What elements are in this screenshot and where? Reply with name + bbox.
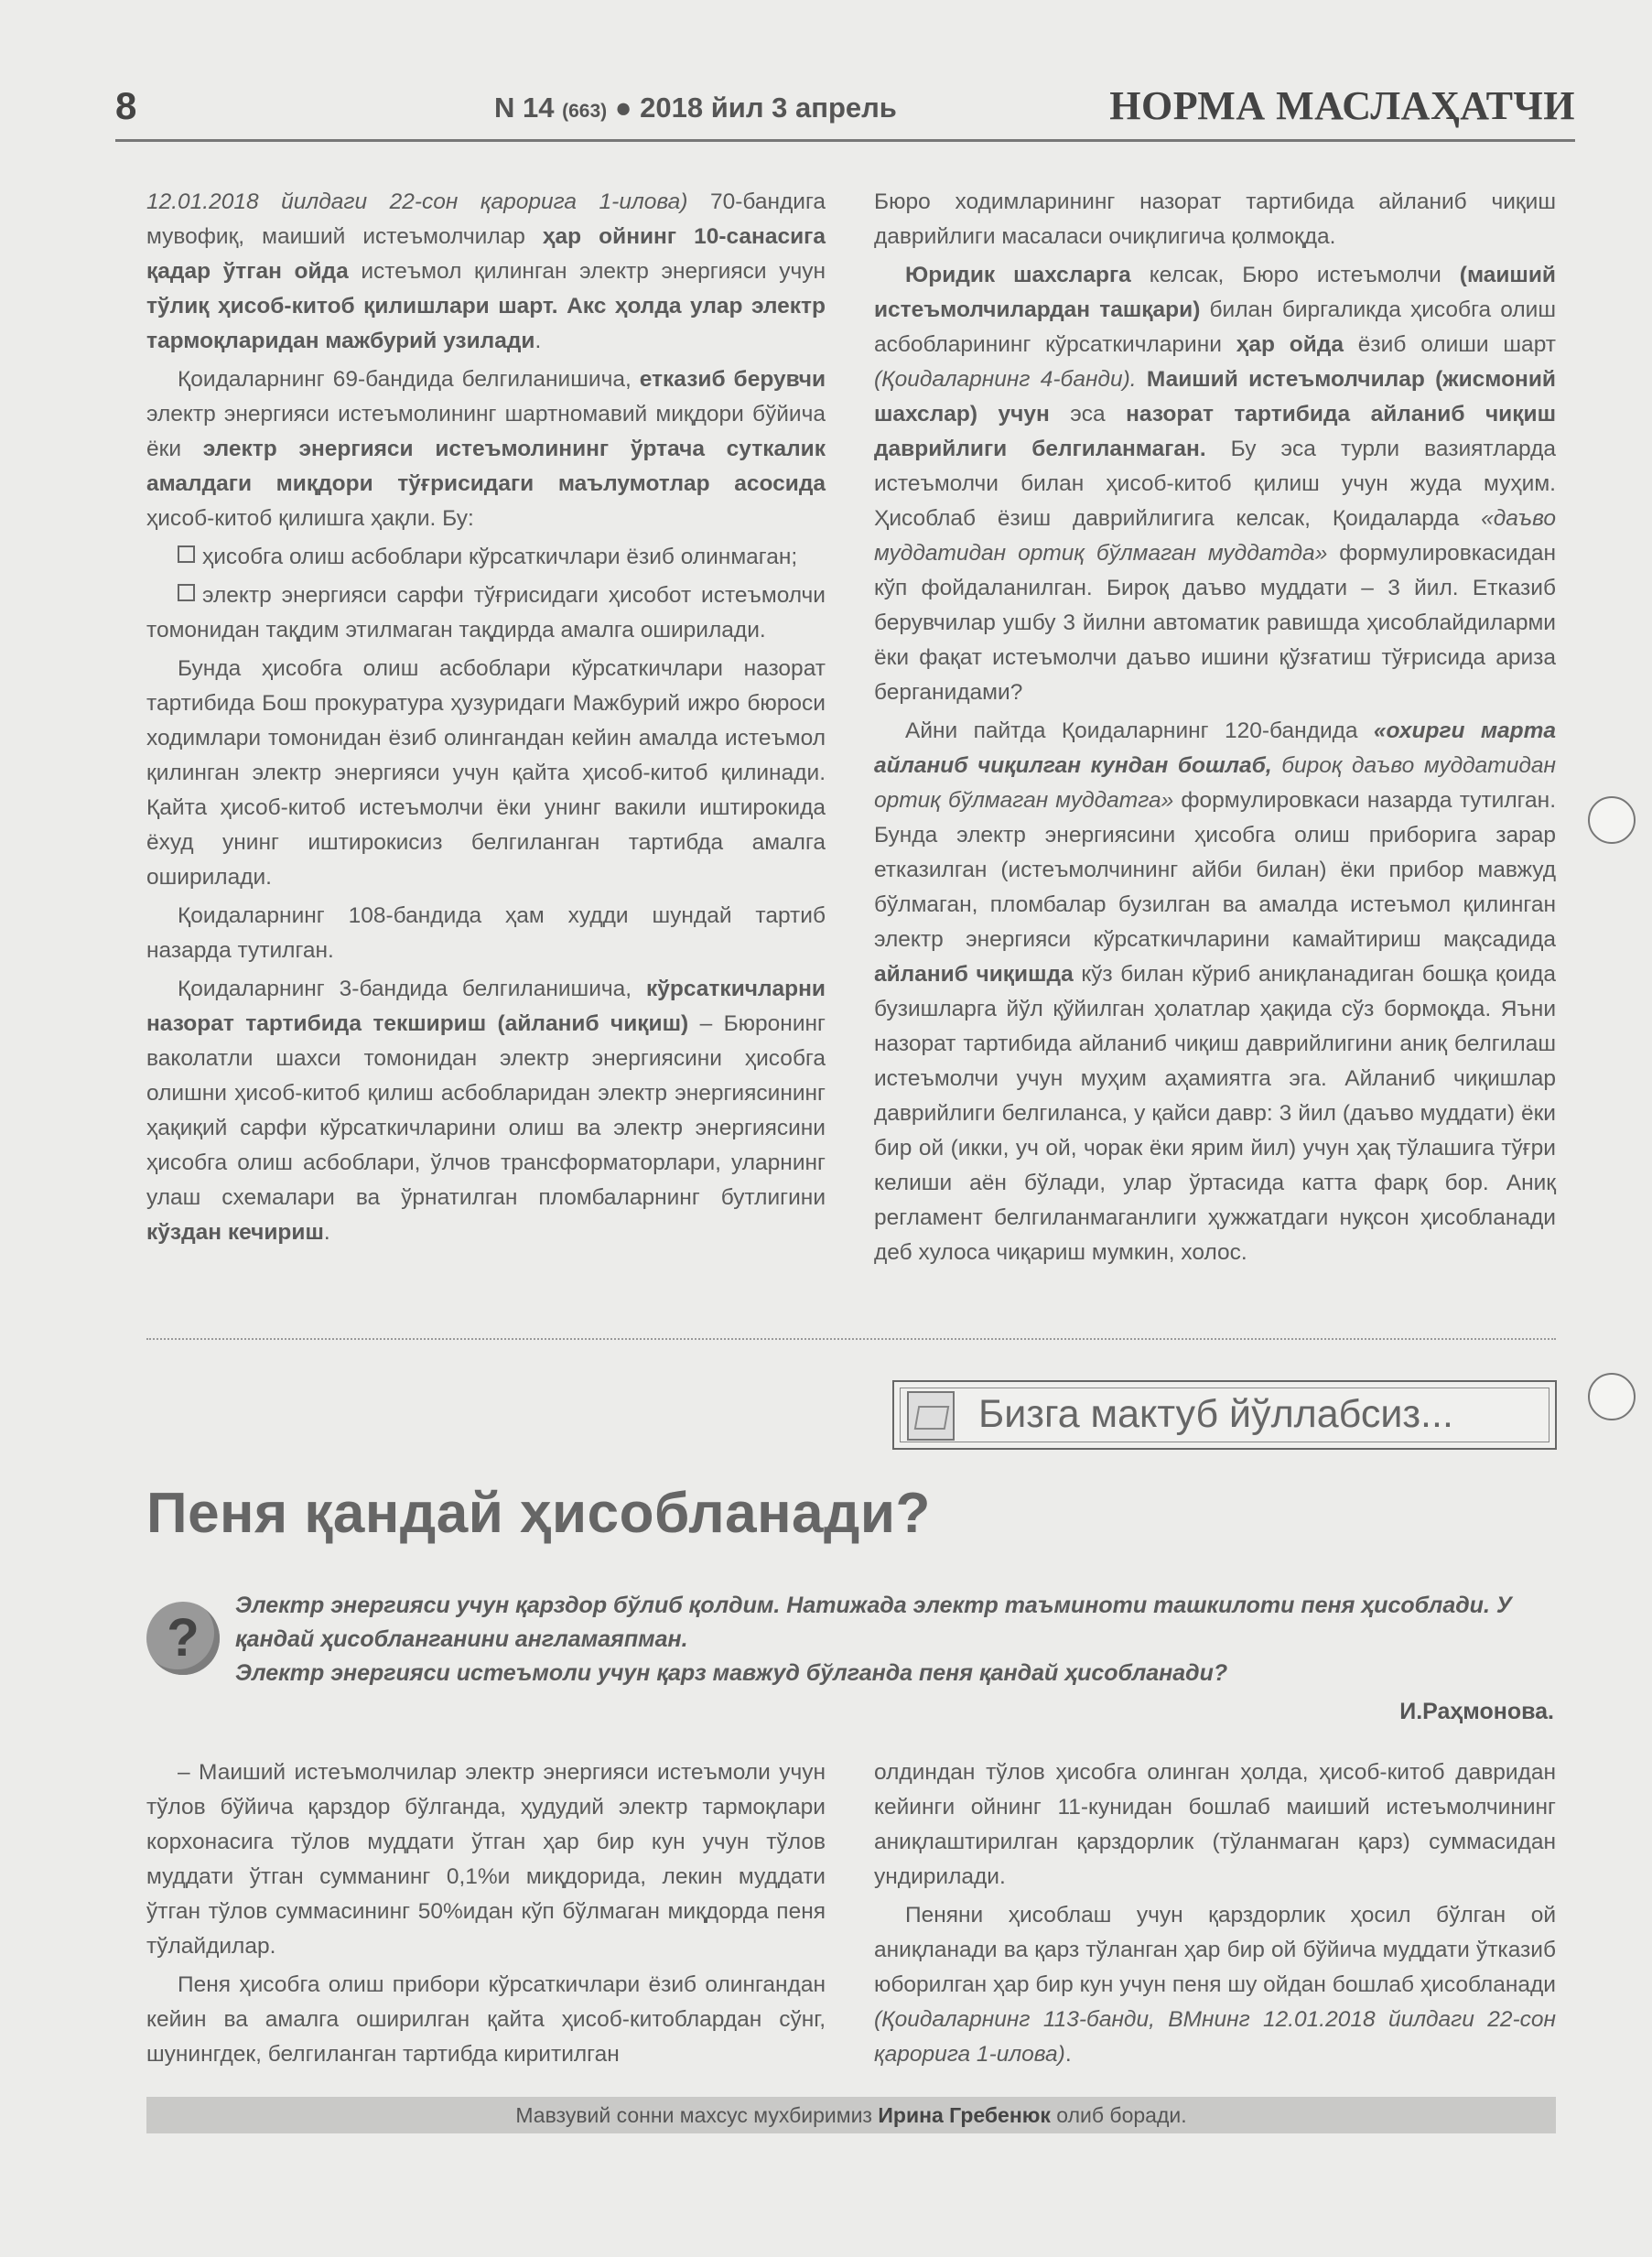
- bullet-item: [146, 578, 826, 648]
- footer-text: олиб боради.: [1050, 2103, 1187, 2127]
- text: келсак, Бюро истеъмолчи: [1130, 263, 1460, 287]
- text: Бу эса турли вазиятларда истеъмолчи билан ҳисоб-китоб қилиш учун жуда муҳим. Ҳисоблаб ёзиш даврийлигига келсак, Қоидаларда: [874, 437, 1556, 531]
- bullet-item: [146, 540, 826, 575]
- italic-ref: 12.01.2018 йилдаги 22-сон қарорига 1-илова): [146, 189, 688, 214]
- issue-date: 2018 йил 3 апрель: [640, 92, 897, 124]
- text: электр энергияси истеъмолининг шартномавий миқдори бўйича ёки: [146, 402, 826, 461]
- punch-hole: [1588, 796, 1636, 844]
- footer-text: Мавзувий сонни махсус мухбиримиз: [515, 2103, 879, 2127]
- italic-quote: «даъво муддатидан ортиқ бўлмаган муддатда»: [874, 506, 1556, 566]
- text: формулировкасидан кўп фойдаланилган. Бироқ даъво муддати – 3 йил. Етказиб берувчилар ушбу 3 йилни автоматик равишда ҳисоблайдиларми ёки фақат истеъмолчи даъво ишини қўзғатиш тўғрисида ариза берганидами?: [874, 541, 1556, 705]
- newspaper-name: НОРМА МАСЛАҲАТЧИ: [1109, 83, 1575, 128]
- bold-text: етказиб берувчи: [639, 367, 826, 392]
- bold-text: Маиший истеъмолчилар (жисмоний шахслар) учун: [874, 367, 1556, 427]
- text: Қоидаларнинг 69-бандида белгиланишича,: [178, 367, 640, 392]
- bold-text: ҳар ойнинг 10-санасига қадар ўтган ойда: [146, 224, 826, 284]
- article-title: Пеня қандай ҳисобланади?: [146, 1482, 931, 1545]
- text: ҳисобга олиш асбоблари кўрсаткичлари ёзиб олинмаган;: [202, 545, 798, 569]
- paragraph: Бюро ходимларининг назорат тартибида айланиб чиқиш даврийлиги масаласи очиқлигича қолмоқда.: [874, 189, 1556, 249]
- text: Айни пайтда Қоидаларнинг 120-бандида: [905, 718, 1374, 743]
- bold-text: (маиший истеъмолчилардан ташқари): [874, 263, 1556, 322]
- text: ҳисоб-китоб қилишга ҳақли. Бу:: [146, 506, 474, 531]
- text: кўз билан кўриб аниқланадиган бошқа қоида бузишларга йўл қўйилган ҳолатлар ҳақида сўз бормоқда. Яъни назорат тартибида айланиб чиқиш даврийлигини аниқ белгилаш истеъмолчи учун муҳим аҳамиятга эга. Айланиб чиқишлар даврийлиги белгиланса, у қайси давр: 3 йил (даъво муддати) ёки бир ой (икки, уч ой, чорак ёки ярим йил) учун ҳақ тўлашига тўғри келиши аён бўлади, улар ўртасида катта фарқ бор. Аниқ регламент белгиланмаганлиги ҳужжатдаги нуқсон ҳисобланади деб хулоса чиқариш мумкин, холос.: [874, 962, 1556, 1265]
- text: .: [323, 1220, 330, 1245]
- text: электр энергияси сарфи тўғрисидаги ҳисобот истеъмолчи томонидан тақдим этилмаган тақдирда амалга оширилади.: [146, 583, 826, 643]
- bold-text: электр энергияси истеъмолининг ўртача суткалик амалдаги миқдори тўғрисидаги маълумотлар асосида: [146, 437, 826, 496]
- column-left-bottom: [146, 1755, 826, 2076]
- issue-info: [494, 92, 897, 124]
- text: – Бюронинг ваколатли шахси томонидан электр энергиясини ҳисобга олишни ҳисоб-китоб қилиш асбобларидан электр энергиясининг ҳақиқий сарфи кўрсаткичларини олиш ва электр энергиясини ҳисобга олиш асбоблари, ўлчов трансформаторлари, уларнинг улаш схемалари ва ўрнатилган пломбаларнинг бутлигини: [146, 1011, 826, 1210]
- bold-text: тўлиқ ҳисоб-китоб қилишлари шарт. Акс ҳолда улар электр тармоқларидан мажбурий узилади: [146, 294, 826, 353]
- paragraph: – Маиший истеъмолчилар электр энергияси истеъмоли учун тўлов бўйича қарздор бўлганда, ҳудудий электр тармоқлари корхонасига тўлов муддати ўтган ҳар бир кун учун тўлов муддати ўтган сумманинг 0,1%и миқдорида, лекин муддати ўтган тўлов суммасининг 50%идан кўп бўлмаган миқдорда пеня тўлайдилар.: [146, 1760, 826, 1959]
- italic-ref: (Қоидаларнинг 4-банди).: [874, 367, 1137, 392]
- paragraph: Қоидаларнинг 108-бандида ҳам худди шундай тартиб назарда тутилган.: [146, 903, 826, 963]
- text: .: [534, 329, 542, 353]
- italic-ref: (Қоидаларнинг 113-банди, ВМнинг 12.01.2018 йилдаги 22-сон қарорига 1-илова): [874, 2007, 1556, 2067]
- section-divider: [146, 1338, 1556, 1340]
- paragraph: Пеня ҳисобга олиш прибори кўрсаткичлари ёзиб олингандан кейин ва амалга оширилган қайта ҳисоб-китоблардан сўнг, шунингдек, белгиланган тартибда киритилган: [146, 1972, 826, 2067]
- bold-text: назорат тартибида айланиб чиқиш даврийлиги белгиланмаган.: [874, 402, 1556, 461]
- issue-prefix: N 14: [494, 92, 555, 124]
- italic-quote: бироқ даъво муддатидан ортиқ бўлмаган муддатга»: [874, 753, 1556, 813]
- bold-italic-quote: «охирги марта айланиб чиқилган кундан бошлаб,: [874, 718, 1556, 778]
- letter-section-text: Бизга мактуб йўллабсиз...: [978, 1392, 1453, 1436]
- text: .: [1064, 2042, 1072, 2067]
- reader-question: [235, 1589, 1556, 1690]
- page-number: 8: [115, 84, 137, 127]
- question-text: Электр энергияси истеъмоли учун қарз мавжуд бўлганда пеня қандай ҳисобланади?: [235, 1660, 1228, 1686]
- paragraph: [146, 185, 826, 359]
- footer-author-name: Ирина Гребенюк: [878, 2103, 1051, 2127]
- paragraph: [146, 972, 826, 1250]
- bold-text: кўрсаткичларни назорат тартибида текшириш (айланиб чиқиш): [146, 977, 826, 1036]
- column-right-top: [874, 185, 1556, 1274]
- bold-text: Юридик шахсларга: [905, 263, 1131, 287]
- paragraph: [146, 362, 826, 536]
- text: билан биргаликда ҳисобга олиш асбобларининг кўрсаткичларини: [874, 297, 1556, 357]
- text: Пеняни ҳисоблаш учун қарздорлик ҳосил бўлган ой аниқланади ва қарз тўланган ҳар бир ой бўйича муддати ўтказиб юборилган ҳар бир кун учун пеня шу ойдан бошлаб ҳисобланади: [874, 1903, 1556, 1997]
- column-right-bottom: [874, 1755, 1556, 2076]
- bold-text: кўздан кечириш: [146, 1220, 324, 1245]
- question-text: Электр энергияси учун қарздор бўлиб қолдим. Натижада электр таъминоти ташкилоти пеня ҳисоблади. У қандай ҳисобланганини англамаяпман.: [235, 1593, 1512, 1652]
- bold-text: ҳар ойда: [1236, 332, 1344, 357]
- envelope-icon: [907, 1391, 955, 1441]
- bold-text: айланиб чиқишда: [874, 962, 1074, 987]
- question-author: И.Раҳмонова.: [1399, 1699, 1554, 1724]
- paragraph: [874, 1898, 1556, 2072]
- text: формулировкаси назарда тутилган. Бунда электр энергиясини ҳисобга олиш приборига зарар етказилган (истеъмолчининг айби билан) ёки прибор мавжуд бўлмаган, пломбалар бузилган ва амалда истеъмол қилинган электр энергияси кўрсаткичларини камайтириш мақсадида: [874, 788, 1557, 952]
- paragraph: олдиндан тўлов ҳисобга олинган ҳолда, ҳисоб-китоб давридан кейинги ойнинг 11-кунидан бошлаб маиший истеъмолчининг аниқлаштирилган қарздорлик (тўланмаган қарз) суммасидан ундирилади.: [874, 1760, 1556, 1889]
- letter-section-label: [892, 1380, 1557, 1450]
- column-left-top: [146, 185, 826, 1254]
- text: 70-бандига мувофиқ, маиший истеъмолчилар: [146, 189, 826, 249]
- text: Қоидаларнинг 3-бандида белгиланишича,: [178, 977, 647, 1001]
- checkbox-bullet-icon: [178, 545, 195, 563]
- footer-credit: [146, 2097, 1556, 2133]
- paragraph: Бунда ҳисобга олиш асбоблари кўрсаткичлари назорат тартибида Бош прокуратура ҳузуридаги Мажбурий ижро бюроси ходимлари томонидан ёзиб олингандан кейин амалда истеъмол қилинган электр энергияси учун қайта ҳисоб-китоб қилинади. Қайта ҳисоб-китоб истеъмолчи ёки унинг вакили иштирокида ёхуд унинг иштирокисиз белгиланган тартибда амалга оширилади.: [146, 656, 826, 890]
- paragraph: [874, 258, 1556, 710]
- bullet-icon: ●: [614, 92, 632, 124]
- issue-number: (663): [562, 101, 608, 122]
- text: [1137, 367, 1147, 392]
- text: ёзиб олиши шарт: [1344, 332, 1556, 357]
- text: истеъмол қилинган электр энергияси учун: [348, 259, 826, 284]
- checkbox-bullet-icon: [178, 584, 195, 601]
- punch-hole: [1588, 1373, 1636, 1420]
- text: эса: [1049, 402, 1127, 427]
- paragraph: [874, 714, 1556, 1270]
- header-rule: [115, 139, 1575, 142]
- question-mark-icon: ?: [146, 1602, 220, 1675]
